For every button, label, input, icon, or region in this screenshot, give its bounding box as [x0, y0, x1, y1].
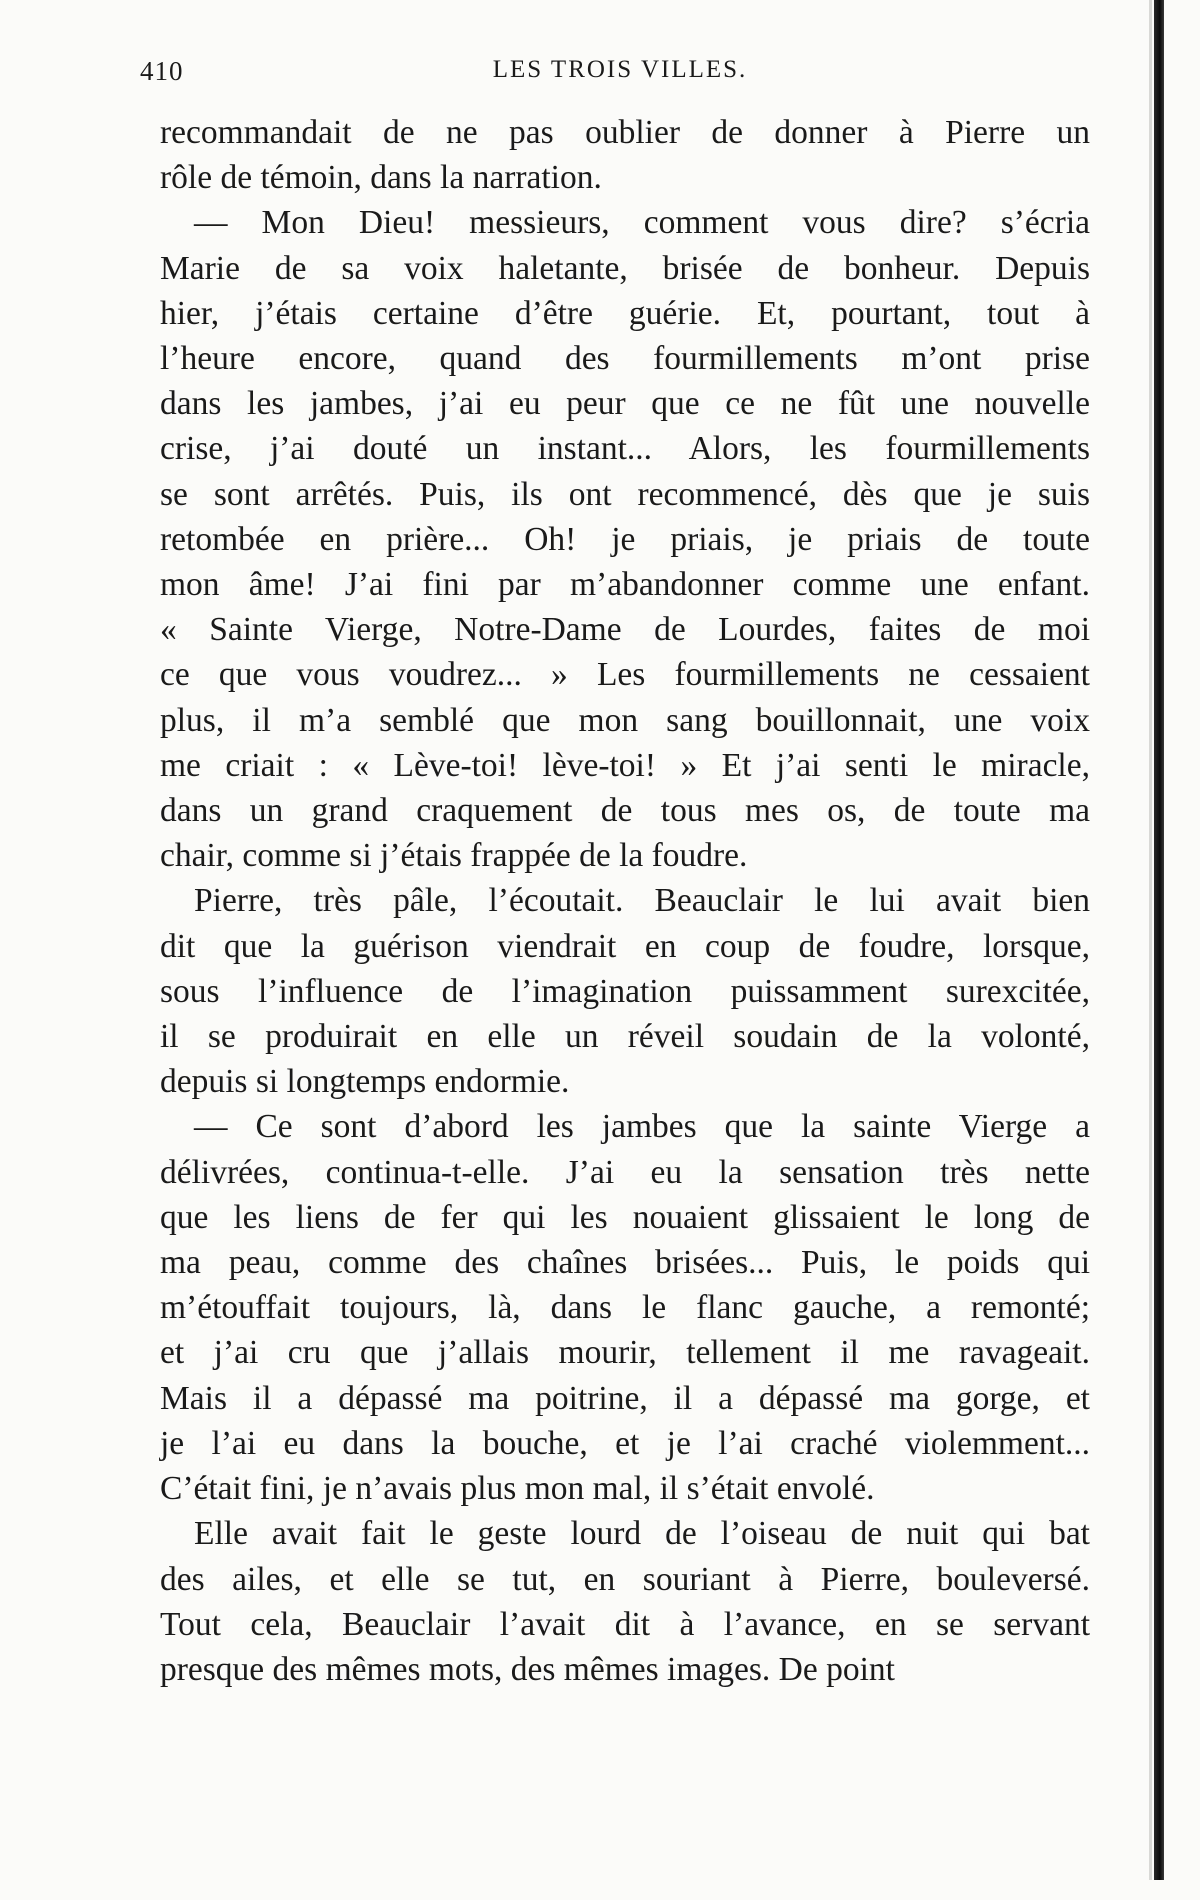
text-line: Elle avait fait le geste lourd de l’oiseau de nuit qui bat [194, 1515, 1090, 1553]
text-line: retombée en prière... Oh! je priais, je priais de toute [160, 520, 1090, 558]
binding-edge [1154, 0, 1164, 1880]
text-line: et j’ai cru que j’allais mourir, tellement il me ravageait. [160, 1334, 1090, 1372]
text-line: presque des mêmes mots, des mêmes images. De point [160, 1650, 895, 1688]
text-line: mon âme! J’ai fini par m’abandonner comme une enfant. [160, 566, 1090, 604]
text-line: ce que vous voudrez... » Les fourmillements ne cessaient [160, 656, 1090, 694]
text-line: hier, j’étais certaine d’être guérie. Et, pourtant, tout à [160, 294, 1090, 332]
binding-shadow [1149, 0, 1152, 1880]
text-line: — Mon Dieu! messieurs, comment vous dire? s’écria [194, 204, 1090, 242]
text-line: recommandait de ne pas oublier de donner à Pierre un [160, 114, 1090, 151]
text-line: crise, j’ai douté un instant... Alors, les fourmillements [160, 430, 1090, 468]
text-line: depuis si longtemps endormie. [160, 1063, 570, 1101]
text-line: Mais il a dépassé ma poitrine, il a dépassé ma gorge, et [160, 1379, 1090, 1417]
text-line: dans un grand craquement de tous mes os, de toute ma [160, 792, 1090, 830]
text-line: chair, comme si j’étais frappée de la foudre. [160, 837, 748, 875]
text-line: « Sainte Vierge, Notre-Dame de Lourdes, faites de moi [160, 611, 1090, 649]
text-line: que les liens de fer qui les nouaient glissaient le long de [160, 1198, 1090, 1236]
text-line: C’était fini, je n’avais plus mon mal, il s’était envolé. [160, 1470, 875, 1508]
paragraph [160, 1104, 1090, 1511]
paragraph [160, 200, 1090, 878]
text-line: Pierre, très pâle, l’écoutait. Beauclair le lui avait bien [194, 882, 1090, 920]
paragraph [160, 110, 1090, 200]
text-line: délivrées, continua-t-elle. J’ai eu la sensation très nette [160, 1153, 1090, 1191]
text-line: je l’ai eu dans la bouche, et je l’ai craché violemment... [160, 1424, 1090, 1462]
text-line: sous l’influence de l’imagination puissamment surexcitée, [160, 972, 1090, 1010]
running-head: LES TROIS VILLES. [492, 56, 748, 83]
paragraph [160, 1511, 1090, 1692]
text-line: l’heure encore, quand des fourmillements m’ont prise [160, 340, 1090, 378]
page-header [140, 56, 1100, 96]
text-line: dit que la guérison viendrait en coup de foudre, lorsque, [160, 927, 1090, 965]
text-line: m’étouffait toujours, là, dans le flanc gauche, a remonté; [160, 1289, 1090, 1327]
text-line: il se produirait en elle un réveil soudain de la volonté, [160, 1018, 1090, 1056]
page-number: 410 [140, 56, 184, 86]
paragraph [160, 878, 1090, 1104]
text-line: se sont arrêtés. Puis, ils ont recommencé, dès que je suis [160, 475, 1090, 513]
text-line: des ailes, et elle se tut, en souriant à Pierre, bouleversé. [160, 1560, 1090, 1598]
text-line: rôle de témoin, dans la narration. [160, 159, 602, 197]
text-line: Tout cela, Beauclair l’avait dit à l’avance, en se servant [160, 1605, 1090, 1643]
text-line: Marie de sa voix haletante, brisée de bonheur. Depuis [160, 249, 1090, 287]
text-line: plus, il m’a semblé que mon sang bouillonnait, une voix [160, 701, 1090, 739]
body-text [160, 110, 1090, 1692]
text-line: — Ce sont d’abord les jambes que la sainte Vierge a [194, 1108, 1090, 1146]
text-line: ma peau, comme des chaînes brisées... Puis, le poids qui [160, 1244, 1090, 1282]
text-line: dans les jambes, j’ai eu peur que ce ne fût une nouvelle [160, 385, 1090, 423]
text-line: me criait : « Lève-toi! lève-toi! » Et j’ai senti le miracle, [160, 746, 1090, 784]
